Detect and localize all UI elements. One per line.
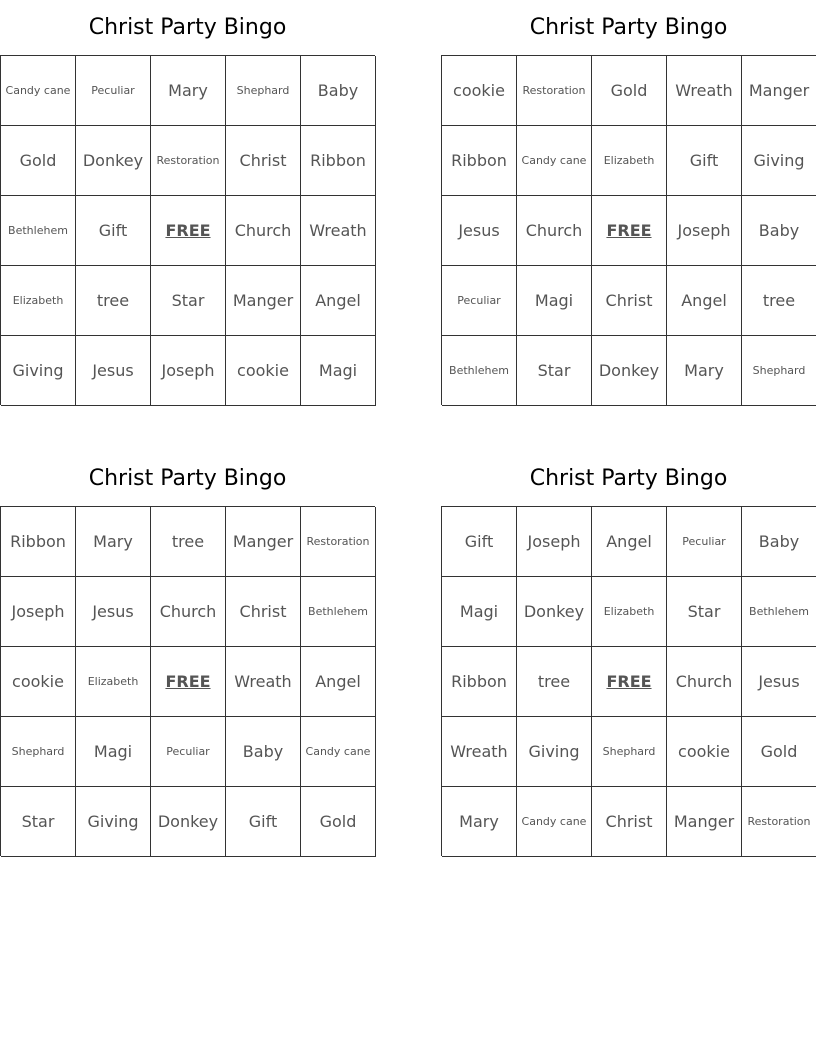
- bingo-cell: Joseph: [151, 336, 226, 406]
- bingo-cell: cookie: [442, 56, 517, 126]
- bingo-cell: Restoration: [301, 507, 376, 577]
- bingo-cell: Gift: [76, 196, 151, 266]
- bingo-cell: Angel: [592, 507, 667, 577]
- bingo-cell: Restoration: [151, 126, 226, 196]
- bingo-cell: Baby: [301, 56, 376, 126]
- bingo-cell: Gold: [1, 126, 76, 196]
- bingo-cell: Giving: [517, 717, 592, 787]
- bingo-card-3: [0, 451, 375, 856]
- bingo-cell-free: FREE: [592, 647, 667, 717]
- bingo-cell: Peculiar: [76, 56, 151, 126]
- bingo-cell: Jesus: [742, 647, 816, 717]
- bingo-cell: tree: [76, 266, 151, 336]
- bingo-cell-free: FREE: [151, 196, 226, 266]
- bingo-cell: Ribbon: [442, 647, 517, 717]
- bingo-cell: Wreath: [442, 717, 517, 787]
- bingo-cell: Shephard: [1, 717, 76, 787]
- bingo-cell: tree: [151, 507, 226, 577]
- bingo-cell: Elizabeth: [76, 647, 151, 717]
- bingo-cell: Church: [667, 647, 742, 717]
- bingo-cell: Baby: [226, 717, 301, 787]
- bingo-cell: Magi: [442, 577, 517, 647]
- bingo-cell: Manger: [226, 507, 301, 577]
- bingo-cell: Bethlehem: [301, 577, 376, 647]
- bingo-cell: Bethlehem: [442, 336, 517, 406]
- bingo-cell: Gift: [442, 507, 517, 577]
- bingo-cell: Christ: [226, 577, 301, 647]
- bingo-cell: Bethlehem: [1, 196, 76, 266]
- bingo-cell: Church: [151, 577, 226, 647]
- bingo-cell: Angel: [301, 647, 376, 717]
- bingo-cell: Church: [517, 196, 592, 266]
- bingo-grid: [0, 55, 375, 405]
- bingo-cell: Manger: [226, 266, 301, 336]
- bingo-cell: Christ: [226, 126, 301, 196]
- bingo-cell: Jesus: [76, 336, 151, 406]
- bingo-cell: Donkey: [151, 787, 226, 857]
- bingo-cell: Star: [517, 336, 592, 406]
- bingo-cell-free: FREE: [592, 196, 667, 266]
- bingo-cell: Mary: [667, 336, 742, 406]
- bingo-cell: Mary: [76, 507, 151, 577]
- bingo-cell: Angel: [301, 266, 376, 336]
- card-title: Christ Party Bingo: [529, 15, 728, 40]
- bingo-cell: Joseph: [667, 196, 742, 266]
- bingo-cell: Jesus: [442, 196, 517, 266]
- card-title: Christ Party Bingo: [88, 466, 287, 491]
- bingo-cell: Shephard: [226, 56, 301, 126]
- bingo-cell: Gift: [667, 126, 742, 196]
- bingo-cell: Candy cane: [517, 787, 592, 857]
- bingo-grid: [441, 506, 816, 856]
- bingo-cell: Angel: [667, 266, 742, 336]
- bingo-cell: tree: [742, 266, 816, 336]
- bingo-cell: Giving: [76, 787, 151, 857]
- bingo-cell: Candy cane: [517, 126, 592, 196]
- bingo-cell: Gold: [592, 56, 667, 126]
- bingo-cell: Star: [151, 266, 226, 336]
- bingo-cell: cookie: [1, 647, 76, 717]
- bingo-cell: Candy cane: [1, 56, 76, 126]
- card-title: Christ Party Bingo: [529, 466, 728, 491]
- bingo-cell: Gold: [301, 787, 376, 857]
- bingo-cell: Christ: [592, 787, 667, 857]
- bingo-cell: Giving: [742, 126, 816, 196]
- bingo-cell: Joseph: [1, 577, 76, 647]
- bingo-cell: Manger: [667, 787, 742, 857]
- bingo-card-2: [441, 0, 816, 405]
- bingo-cell: tree: [517, 647, 592, 717]
- bingo-cell: Ribbon: [442, 126, 517, 196]
- bingo-cell: Mary: [151, 56, 226, 126]
- bingo-cell: Baby: [742, 196, 816, 266]
- bingo-cell: Elizabeth: [592, 126, 667, 196]
- bingo-cell: Joseph: [517, 507, 592, 577]
- bingo-cell: Ribbon: [301, 126, 376, 196]
- bingo-cell: Peculiar: [667, 507, 742, 577]
- bingo-cell: Magi: [517, 266, 592, 336]
- bingo-cell: Donkey: [76, 126, 151, 196]
- bingo-cell: Mary: [442, 787, 517, 857]
- bingo-cell: Ribbon: [1, 507, 76, 577]
- bingo-cell: Wreath: [226, 647, 301, 717]
- bingo-grid: [441, 55, 816, 405]
- bingo-cell: Baby: [742, 507, 816, 577]
- bingo-cell: Peculiar: [442, 266, 517, 336]
- bingo-cell: Elizabeth: [1, 266, 76, 336]
- bingo-cell: Gold: [742, 717, 816, 787]
- bingo-cell: Christ: [592, 266, 667, 336]
- bingo-cell-free: FREE: [151, 647, 226, 717]
- bingo-grid: [0, 506, 375, 856]
- bingo-cell: Shephard: [742, 336, 816, 406]
- bingo-cell: Wreath: [301, 196, 376, 266]
- bingo-cell: cookie: [667, 717, 742, 787]
- bingo-cell: Church: [226, 196, 301, 266]
- bingo-cell: Donkey: [517, 577, 592, 647]
- bingo-cell: Giving: [1, 336, 76, 406]
- bingo-cell: Peculiar: [151, 717, 226, 787]
- bingo-cell: Manger: [742, 56, 816, 126]
- bingo-cell: Magi: [76, 717, 151, 787]
- bingo-cell: Restoration: [742, 787, 816, 857]
- card-title: Christ Party Bingo: [88, 15, 287, 40]
- bingo-cell: Wreath: [667, 56, 742, 126]
- bingo-cell: Magi: [301, 336, 376, 406]
- bingo-cell: cookie: [226, 336, 301, 406]
- bingo-cell: Jesus: [76, 577, 151, 647]
- bingo-cell: Gift: [226, 787, 301, 857]
- bingo-cell: Donkey: [592, 336, 667, 406]
- bingo-cell: Elizabeth: [592, 577, 667, 647]
- bingo-cell: Shephard: [592, 717, 667, 787]
- bingo-card-1: [0, 0, 375, 405]
- bingo-cell: Candy cane: [301, 717, 376, 787]
- bingo-card-4: [441, 451, 816, 856]
- bingo-cell: Bethlehem: [742, 577, 816, 647]
- bingo-cell: Restoration: [517, 56, 592, 126]
- bingo-cell: Star: [1, 787, 76, 857]
- bingo-cell: Star: [667, 577, 742, 647]
